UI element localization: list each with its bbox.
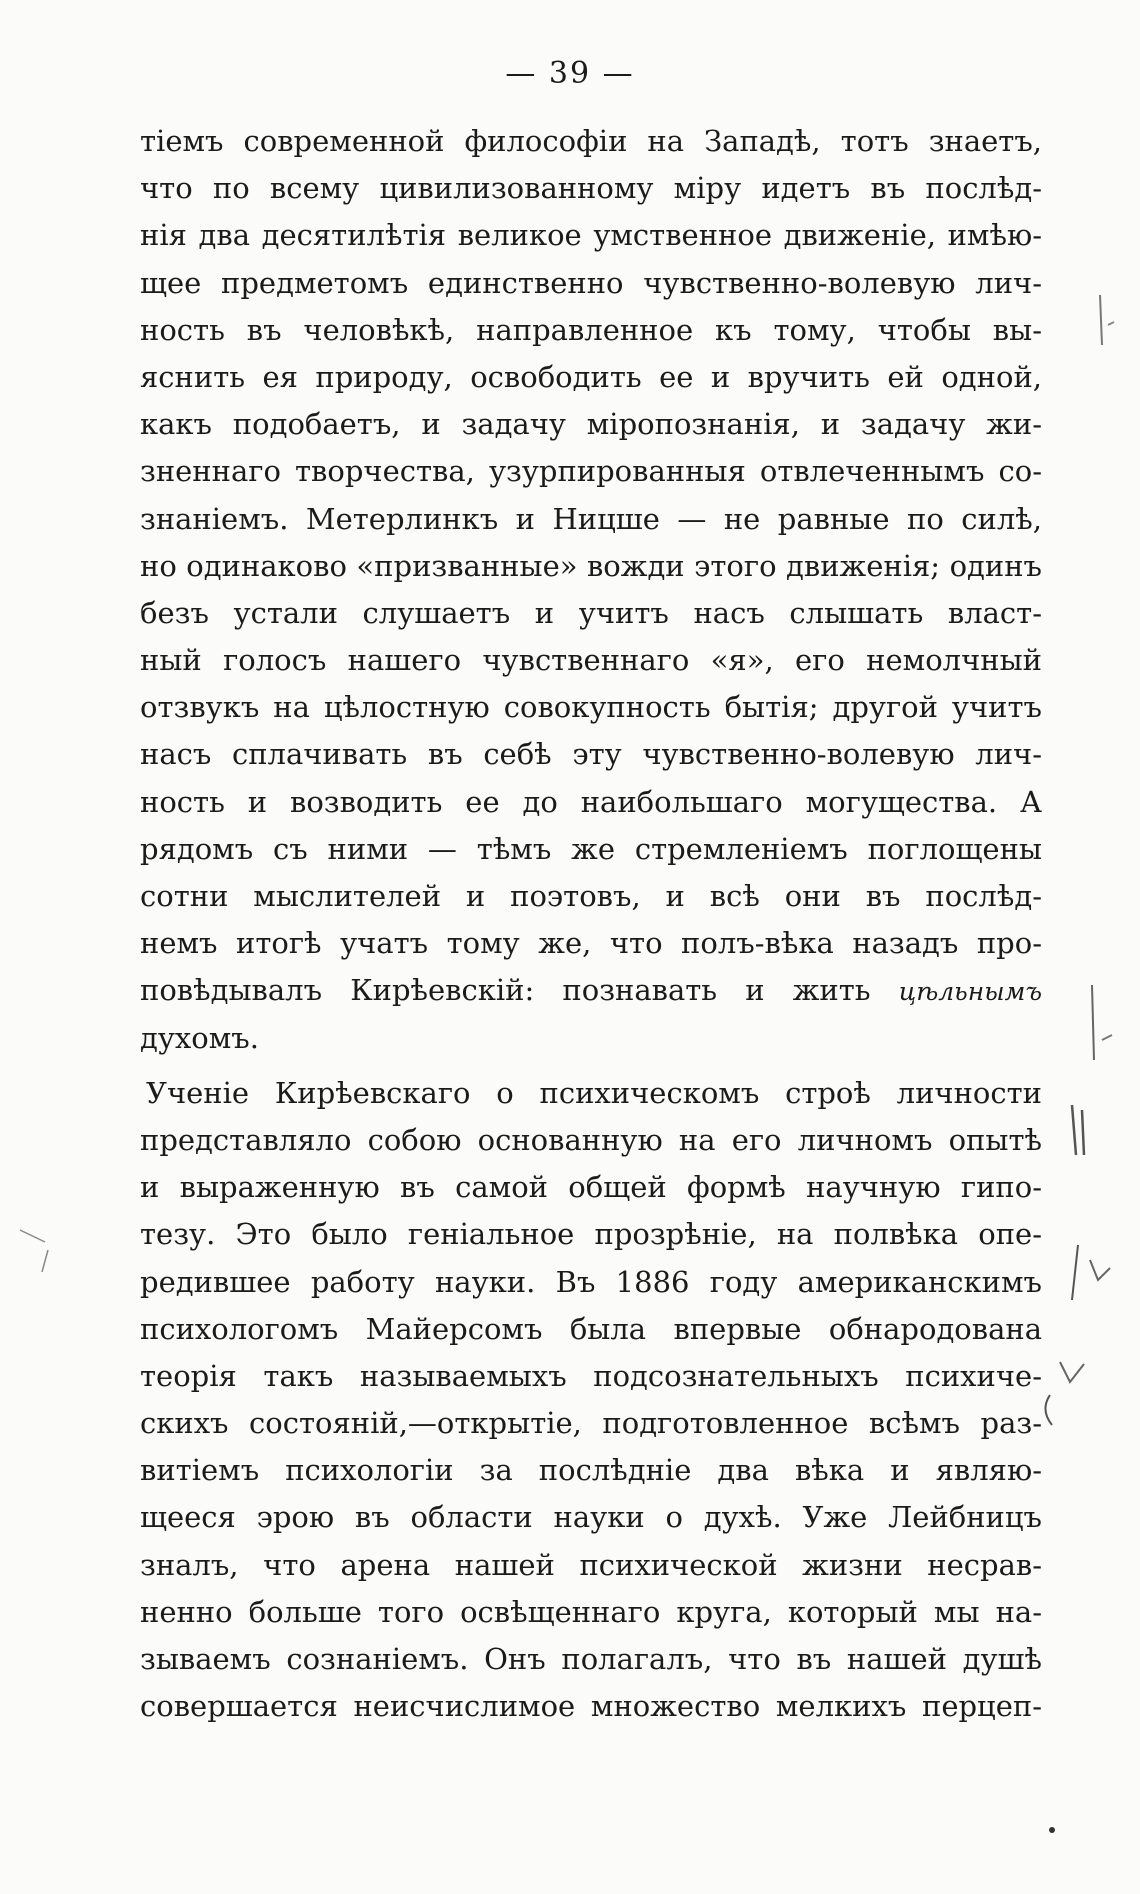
- text-line: психологомъ Майерсомъ была впервые обнародована: [140, 1311, 1042, 1346]
- text-line: зналъ, что арена нашей психической жизни несрав-: [140, 1547, 1042, 1582]
- text-line: ненно больше того освѣщеннаго круга, который мы на-: [140, 1594, 1042, 1629]
- margin-stroke: [42, 1250, 48, 1272]
- text-line: нія два десятилѣтія великое умственное движеніе, имѣю-: [140, 218, 1042, 253]
- text-line: скихъ состояній,—открытіе, подготовленное всѣмъ раз-: [140, 1406, 1042, 1441]
- text-line: совершается неисчислимое множество мелкихъ перцеп-: [140, 1689, 1042, 1724]
- paragraph-end-line: духомъ.: [140, 1020, 259, 1055]
- margin-dot: [1049, 1827, 1055, 1833]
- text-segment: повѣдывалъ Кирѣевскій: познавать и жить: [140, 973, 871, 1008]
- text-line: безъ устали слушаетъ и учитъ насъ слышать власт-: [140, 595, 1042, 630]
- margin-stroke: [1108, 322, 1114, 325]
- margin-stroke: [1090, 1260, 1110, 1280]
- text-line: зываемъ сознаніемъ. Онъ полагалъ, что въ нашей душѣ: [140, 1642, 1042, 1676]
- text-line: тіемъ современной философіи на Западѣ, тотъ знаетъ,: [140, 124, 1042, 158]
- text-line: яснить ея природу, освободить ее и вручить ей одной,: [140, 359, 1042, 394]
- text-line: редившее работу науки. Въ 1886 году американскимъ: [140, 1264, 1042, 1299]
- text-line: знаніемъ. Метерлинкъ и Ницше — не равные по силѣ,: [140, 501, 1042, 536]
- margin-stroke: [20, 1230, 45, 1242]
- paragraph-gap: [140, 1062, 1042, 1070]
- text-line: щееся эрою въ области науки о духѣ. Уже Лейбницъ: [140, 1500, 1042, 1535]
- text-line: немъ итогѣ учатъ тому же, что полъ-вѣка назадъ про-: [140, 926, 1042, 961]
- margin-stroke: [1060, 1362, 1084, 1382]
- text-line-with-emphasis: [140, 967, 1042, 1014]
- page-number: — 39 —: [505, 56, 635, 91]
- margin-stroke: [1100, 295, 1102, 345]
- text-line: насъ сплачивать въ себѣ эту чувственно-волевую лич-: [140, 737, 1042, 772]
- margin-stroke: [1102, 1035, 1112, 1040]
- emphasized-word: цѣльнымъ: [898, 977, 1043, 1007]
- text-line: теорія такъ называемыхъ подсознательныхъ психиче-: [140, 1358, 1042, 1393]
- text-line: и выраженную въ самой общей формѣ научную гипо-: [140, 1170, 1042, 1205]
- margin-stroke: [1082, 1110, 1084, 1155]
- text-line: представляло собою основанную на его личномъ опытѣ: [140, 1122, 1042, 1157]
- text-line: Ученіе Кирѣевскаго о психическомъ строѣ личности: [146, 1075, 1042, 1110]
- margin-stroke: [1072, 1105, 1076, 1155]
- text-line: что по всему цивилизованному міру идетъ въ послѣд-: [140, 171, 1042, 206]
- text-line: отзвукъ на цѣлостную совокупность бытія; другой учитъ: [140, 690, 1042, 725]
- text-line: витіемъ психологіи за послѣдніе два вѣка и являю-: [140, 1453, 1042, 1488]
- body-text: [140, 118, 1042, 1730]
- text-line: рядомъ съ ними — тѣмъ же стремленіемъ поглощены: [140, 831, 1042, 866]
- margin-stroke: [1045, 1395, 1052, 1425]
- text-line: ный голосъ нашего чувственнаго «я», его немолчный: [140, 643, 1042, 678]
- text-line: но одинаково «призванные» вожди этого движенія; одинъ: [140, 548, 1042, 583]
- text-line: сотни мыслителей и поэтовъ, и всѣ они въ послѣд-: [140, 879, 1042, 913]
- text-line: тезу. Это было геніальное прозрѣніе, на полвѣка опе-: [140, 1217, 1042, 1252]
- text-line: зненнаго творчества, узурпированныя отвлеченнымъ со-: [140, 454, 1042, 489]
- margin-stroke: [1072, 1245, 1078, 1300]
- text-line: щее предметомъ единственно чувственно-волевую лич-: [140, 265, 1042, 300]
- text-line: ность и возводить ее до наибольшаго могущества. А: [140, 784, 1042, 819]
- text-line: какъ подобаетъ, и задачу міропознанія, и задачу жи-: [140, 407, 1042, 442]
- text-line: ность въ человѣкѣ, направленное къ тому, чтобы вы-: [140, 312, 1042, 347]
- margin-stroke: [1092, 985, 1094, 1060]
